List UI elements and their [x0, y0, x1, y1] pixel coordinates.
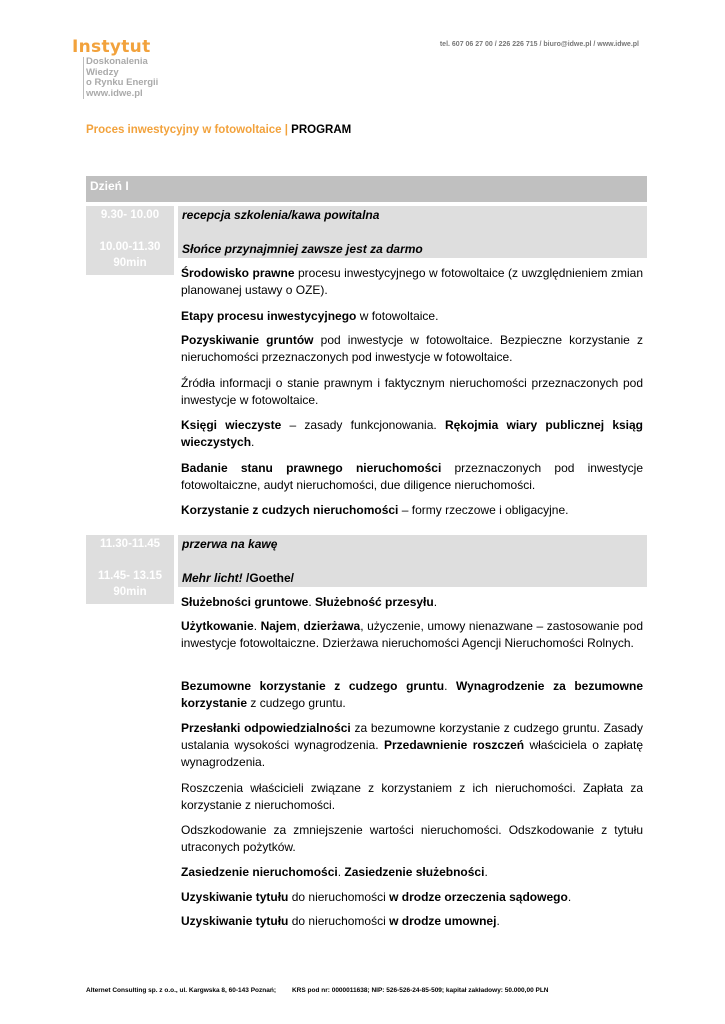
text-run: .: [253, 619, 261, 633]
bold-text: Bezumowne korzystanie z cudzego gruntu: [181, 679, 445, 693]
text-run: .: [484, 865, 488, 879]
agenda-item: [181, 460, 643, 494]
agenda-item: [181, 864, 643, 881]
bold-text: Wynagrodzenie za bezumowne korzystanie: [181, 679, 644, 710]
title-topic: Proces inwestycyjny w fotowoltaice |: [86, 124, 288, 136]
agenda-item: [181, 720, 643, 771]
text-run: Źródła informacji o stanie prawnym i faktycznym nieruchomości przeznaczonych pod inwestycje w fotowoltaice.: [181, 376, 643, 407]
duration: 90min: [113, 586, 147, 598]
agenda-item: [181, 265, 643, 299]
bold-text: Przesłanki odpowiedzialności: [181, 721, 351, 735]
text-run: , użyczenie, umowy nienazwane – zastosowanie pod inwestycje fotowoltaiczne. Dzierżawa nieruchomości Agencji Nieruchomości Rolnych.: [181, 619, 643, 650]
bold-text: Służebność przesyłu: [315, 595, 434, 609]
logo-tagline: [83, 57, 182, 99]
text-run: przeznaczonych pod inwestycje fotowoltaiczne, audyt nieruchomości, due diligence nieruchomości.: [181, 461, 643, 492]
motto-author: /Goethe/: [242, 571, 295, 585]
text-run: Roszczenia właścicieli związane z korzystaniem z ich nieruchomości. Zapłata za korzystanie z nieruchomości.: [181, 781, 643, 812]
title-program: PROGRAM: [287, 124, 352, 136]
duration: 90min: [113, 257, 147, 269]
agenda-item: [181, 502, 643, 519]
bold-text: Zasiedzenie służebności: [344, 865, 485, 879]
bold-text: w drodze orzeczenia sądowego: [389, 890, 568, 904]
session-label: przerwa na kawę: [182, 537, 278, 551]
footer-address: Alternet Consulting sp. z o.o., ul. Kargwska 8, 60-143 Poznań;: [86, 987, 276, 994]
logo-url: www.idwe.pl: [86, 87, 143, 99]
text-run: ,: [296, 619, 304, 633]
bold-text: Badanie stanu prawnego nieruchomości: [181, 461, 442, 475]
page-title: [86, 124, 351, 136]
time-slot: 11.45- 13.15: [98, 570, 162, 582]
bold-text: Zasiedzenie nieruchomości: [181, 865, 338, 879]
session-motto: Słońce przynajmniej zawsze jest za darmo: [182, 242, 423, 256]
text-run: z cudzego gruntu.: [247, 696, 346, 710]
agenda-item: [181, 678, 643, 712]
time-slot: 10.00-11.30: [99, 241, 161, 253]
bold-text: Użytkowanie: [181, 619, 254, 633]
bold-text: Uzyskiwanie tytułu: [181, 890, 289, 904]
text-run: pod inwestycje w fotowoltaice. Bezpieczne korzystanie z nieruchomości przeznaczonych pod inwestycje w fotowoltaice.: [181, 333, 643, 364]
bold-text: Korzystanie z cudzych nieruchomości: [181, 503, 399, 517]
bold-text: Środowisko prawne: [181, 266, 295, 280]
company-logo: [72, 38, 182, 99]
text-run: .: [567, 890, 572, 904]
text-run: .: [433, 595, 438, 609]
bold-text: Uzyskiwanie tytułu: [181, 914, 289, 928]
agenda-item: [181, 780, 643, 814]
footer: [86, 987, 549, 994]
time-slot: 11.30-11.45: [99, 538, 161, 550]
text-run: .: [251, 435, 255, 449]
bold-text: Rękojmia wiary publicznej ksiąg wieczystych: [181, 418, 644, 449]
text-run: – formy rzeczowe i obligacyjne.: [398, 503, 569, 517]
text-run: w fotowoltaice.: [356, 309, 439, 323]
logo-tagline-2: o Rynku Energii: [86, 77, 159, 88]
bold-text: Pozyskiwanie gruntów: [181, 333, 314, 347]
contact-info: tel. 607 06 27 00 / 226 226 715 / biuro@idwe.pl / www.idwe.pl: [439, 41, 639, 48]
bold-text: Przedawnienie roszczeń: [383, 738, 525, 752]
agenda-item: [181, 618, 643, 652]
text-run: za bezumowne korzystanie z cudzego gruntu. Zasady ustalania wysokości wynagrodzenia.: [181, 721, 643, 752]
text-run: właściciela o zapłatę wynagrodzenia.: [181, 738, 643, 769]
bold-text: Służebności gruntowe: [181, 595, 309, 609]
text-run: procesu inwestycyjnego w fotowoltaice (z uwzględnieniem zmian planowanej ustawy o OZE).: [181, 266, 643, 297]
agenda-item: [181, 375, 643, 409]
text-run: .: [444, 679, 457, 693]
session-motto: [182, 571, 294, 585]
time-cell: [86, 535, 174, 604]
agenda-item: [181, 417, 643, 451]
text-run: do nieruchomości: [288, 890, 390, 904]
text-run: .: [496, 914, 500, 928]
text-run: Odszkodowanie za zmniejszenie wartości nieruchomości. Odszkodowanie z tytułu utraconych pożytków.: [181, 823, 643, 854]
agenda-item: [181, 913, 643, 930]
bold-text: Księgi wieczyste: [181, 418, 282, 432]
bold-text: Etapy procesu inwestycyjnego: [181, 309, 357, 323]
time-slot: 9.30- 10.00: [100, 209, 160, 221]
bold-text: dzierżawa: [303, 619, 361, 633]
text-run: – zasady funkcjonowania.: [281, 418, 445, 432]
session-label: recepcja szkolenia/kawa powitalna: [182, 208, 380, 222]
logo-tagline-1: Doskonalenia Wiedzy: [86, 56, 148, 78]
text-run: .: [308, 595, 316, 609]
session-header: [178, 206, 647, 258]
text-run: .: [337, 865, 345, 879]
time-cell: [86, 206, 174, 275]
agenda-item: [181, 308, 643, 325]
agenda-item: [181, 594, 643, 611]
motto-quote: Mehr licht!: [182, 571, 243, 585]
session-header: [178, 535, 647, 587]
bold-text: w drodze umownej: [389, 914, 497, 928]
agenda-item: [181, 889, 643, 906]
bold-text: Najem: [260, 619, 297, 633]
footer-registry: KRS pod nr: 0000011638; NIP: 526-526-24-85-509; kapitał zakładowy: 50.000,00 PLN: [291, 987, 549, 994]
day-header: Dzień I: [86, 176, 647, 202]
agenda-item: [181, 332, 643, 366]
agenda-item: [181, 822, 643, 856]
logo-brand: Instytut: [72, 37, 151, 57]
text-run: do nieruchomości: [288, 914, 390, 928]
